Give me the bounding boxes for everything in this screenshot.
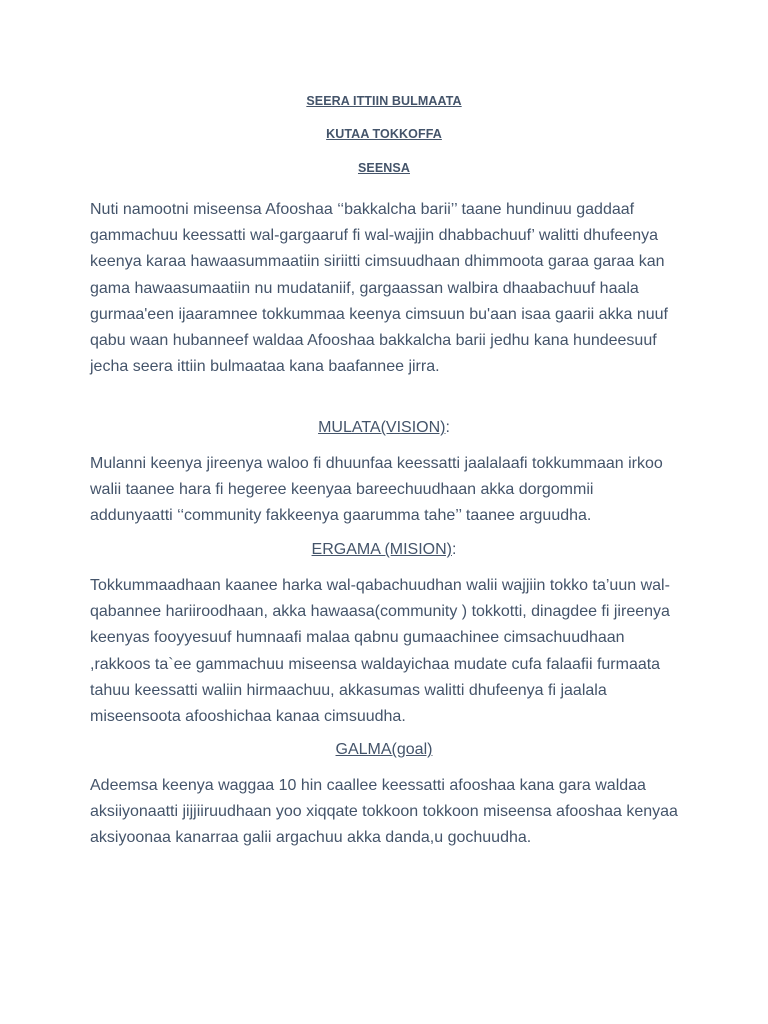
vision-paragraph: Mulanni keenya jireenya waloo fi dhuunfaa keessatti jaalalaafi tokkummaan irkoo walii taanee hara fi hegeree keenyaa bareechuudhaan akka dorgommii addunyaatti ‘‘community fakkeenya gaarumma tahe’’ taanee arguudha. (90, 455, 663, 525)
vision-heading-text: MULATA(VISION) (318, 419, 446, 436)
introduction-title: SEENSA (357, 161, 410, 175)
chapter-title: KUTAA TOKKOFFA (326, 127, 442, 141)
intro-paragraph: Nuti namootni miseensa Afooshaa ‘‘bakkalcha barii’’ taane hundinuu gaddaaf gammachuu keessatti wal-gargaaruf fi wal-wajjin dhabbachuuf’ walitti dhufeenya keenya karaa hawaasummaatiin siriitti cimsuudhaan dhimmoota garaa garaa kan gama hawaasumaatiin nu mudataniif, gargaassan walbira dhaabachuuf haala gurmaa'een ijaaramnee tokkummaa keenya cimsuun bu'aan isaa gaarii akka nuuf qabu waan hubanneef waldaa Afooshaa bakkalcha barii jedhu kana hundeesuuf jecha seera ittiin bulmaataa kana baafannee jirra. (90, 201, 668, 376)
mission-heading-colon: : (452, 541, 457, 558)
mission-heading-text: ERGAMA (MISION) (311, 541, 452, 558)
document-title: SEERA ITTIIN BULMAATA (306, 94, 462, 108)
goal-paragraph: Adeemsa keenya waggaa 10 hin caallee keessatti afooshaa kana gara waldaa aksiiyonaatti jijjiiruudhaan yoo xiqqate tokkoon tokkoon miseensa afooshaa kenyaa aksiyoonaa kanarraa galii argachuu akka danda,u gochuudha. (90, 777, 678, 847)
mission-heading (0, 541, 768, 559)
mission-paragraph: Tokkummaadhaan kaanee harka wal-qabachuudhan walii wajjiin tokko ta’uun wal-qabannee hariiroodhaan, akka hawaasa(community ) tokkotti, dinagdee fi jireenya keenyas fooyyesuuf humnaafi malaa qabnu gumaachinee cimsachuudhaan ,rakkoos ta`ee gammachuu miseensa waldayichaa mudate cufa falaafii furmaata tahuu keessatti waliin hirmaachuu, akkasumas walitti dhufeenya fi jaalala miseensoota afooshichaa kanaa cimsuudha. (90, 577, 670, 726)
goal-heading-text: GALMA(goal) (335, 741, 433, 758)
vision-heading (0, 419, 768, 437)
vision-heading-colon: : (445, 419, 450, 436)
goal-heading (0, 741, 768, 759)
